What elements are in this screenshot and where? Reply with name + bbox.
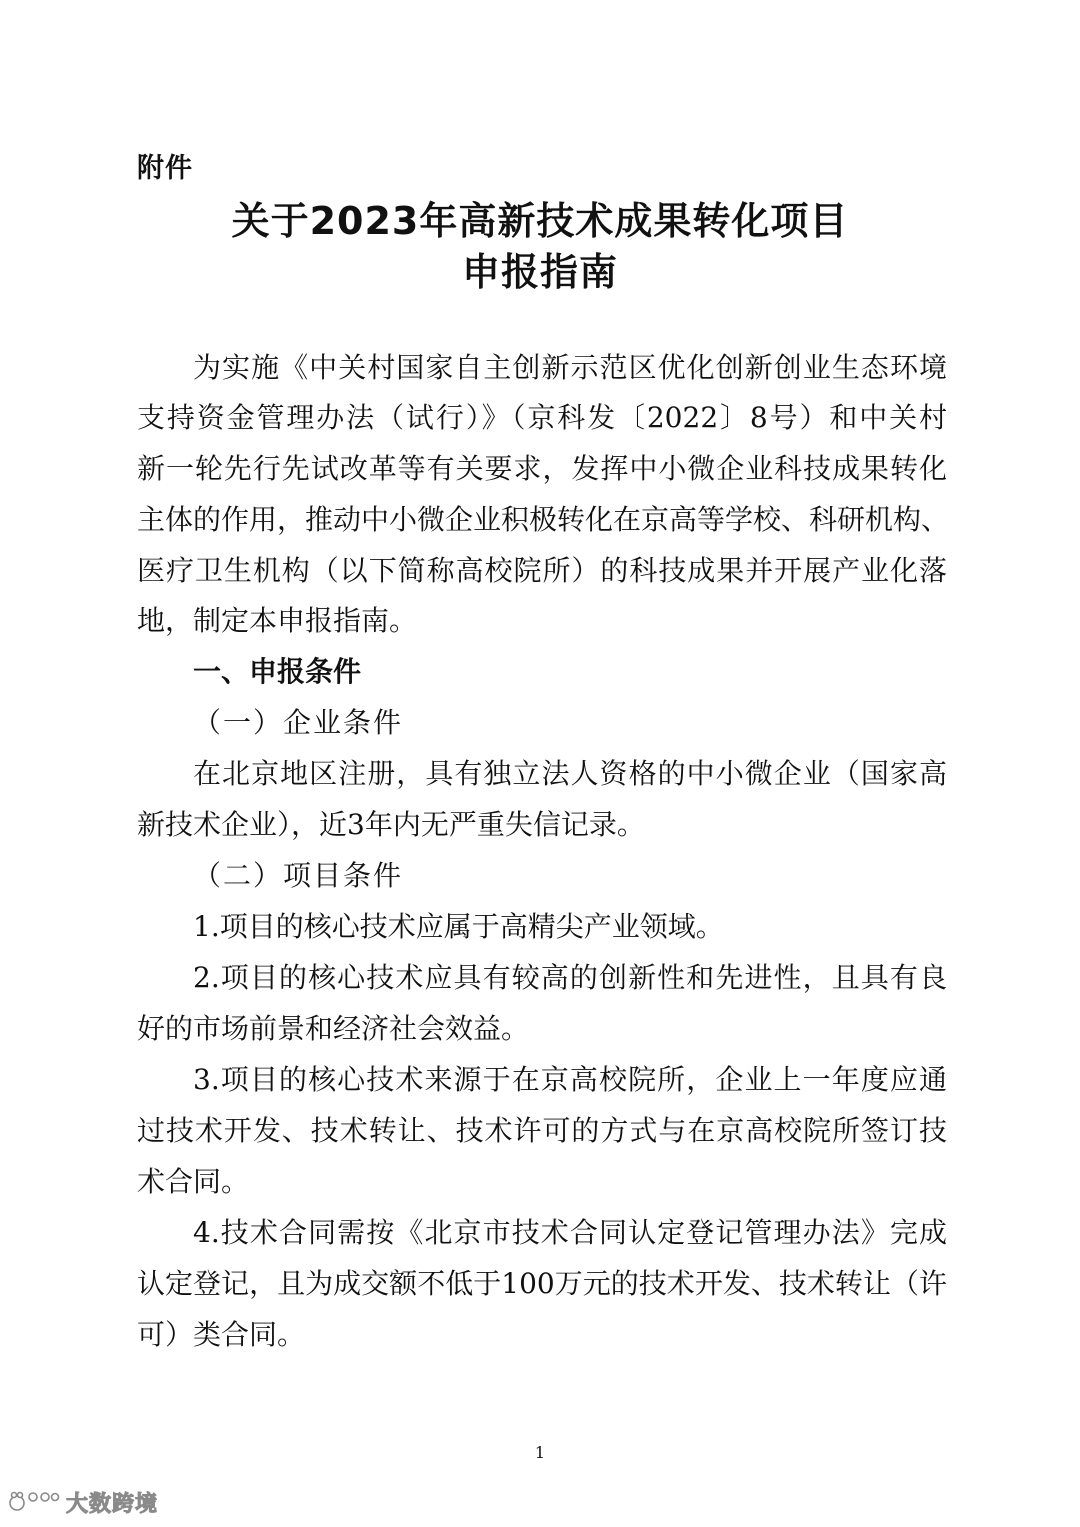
attachment-label: 附件	[137, 153, 193, 184]
paragraph-line: 在北京地区注册，具有独立法人资格的中小微企业（国家高	[193, 757, 947, 790]
intro-line: 新一轮先行先试改革等有关要求，发挥中小微企业科技成果转化	[137, 452, 947, 485]
bear-logo-icon	[8, 1488, 60, 1516]
subsection-heading: （一）企业条件	[193, 706, 404, 739]
page-number: 1	[534, 1443, 546, 1462]
list-item-line: 术合同。	[137, 1165, 250, 1198]
intro-line: 地，制定本申报指南。	[137, 604, 418, 637]
document-title-line2: 申报指南	[461, 250, 618, 294]
intro-line: 支持资金管理办法（试行）》（京科发〔2022〕8号）和中关村	[137, 401, 947, 434]
section-heading: 一、申报条件	[193, 655, 362, 688]
list-item-line: 4.技术合同需按《北京市技术合同认定登记管理办法》完成	[193, 1216, 947, 1249]
intro-line: 为实施《中关村国家自主创新示范区优化创新创业生态环境	[193, 351, 947, 384]
paragraph-line: 新技术企业），近3年内无严重失信记录。	[137, 808, 645, 841]
list-item-line: 过技术开发、技术转让、技术许可的方式与在京高校院所签订技	[137, 1114, 947, 1147]
watermark-text: 大数跨境	[66, 1491, 159, 1517]
document-title-line1: 关于2023年高新技术成果转化项目	[231, 199, 849, 243]
list-item-line: 认定登记，且为成交额不低于100万元的技术开发、技术转让（许	[137, 1267, 947, 1300]
intro-line: 主体的作用，推动中小微企业积极转化在京高等学校、科研机构、	[137, 503, 950, 536]
subsection-heading: （二）项目条件	[193, 859, 404, 892]
list-item-line: 1.项目的核心技术应属于高精尖产业领域。	[193, 910, 724, 943]
watermark	[8, 1486, 158, 1518]
list-item-line: 2.项目的核心技术应具有较高的创新性和先进性，且具有良	[193, 961, 947, 994]
list-item-line: 好的市场前景和经济社会效益。	[137, 1012, 530, 1045]
list-item-line: 3.项目的核心技术来源于在京高校院所，企业上一年度应通	[193, 1063, 947, 1096]
list-item-line: 可）类合同。	[137, 1318, 306, 1351]
intro-line: 医疗卫生机构（以下简称高校院所）的科技成果并开展产业化落	[137, 554, 947, 587]
